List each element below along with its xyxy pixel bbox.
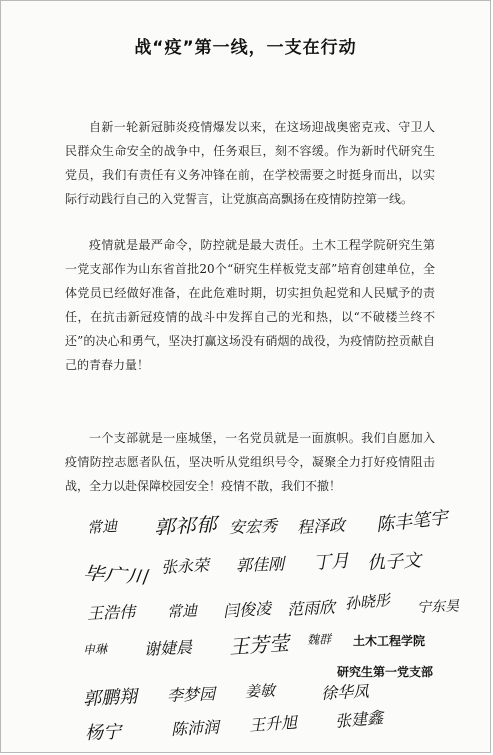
signature: 郭祁郁 [153, 513, 218, 539]
signature: 申琳 [82, 642, 108, 657]
signature: 杨宁 [84, 721, 122, 744]
signature: 张永荣 [160, 555, 210, 577]
signature: 姜敏 [244, 681, 276, 701]
paragraph-2: 疫情就是最严命令，防控就是最大责任。土木工程学院研究生第一党支部作为山东省首批20个“研究生样板党支部”培育创建单位，全体党员已经做好准备，在此危难时期，切实担负起党和人民赋予的责任，在抗击新冠疫情的战斗中发挥自己的光和热，以“不破楼兰终不还”的决心和勇气，坚决打赢这场没有硝烟的战役，为疫情防控贡献自己的青春力量！ [65, 238, 435, 372]
signature: 谢婕晨 [143, 637, 193, 659]
signature: 郭鹏翔 [82, 686, 138, 710]
paragraph-3: 一个支部就是一座城堡，一名党员就是一面旗帜。我们自愿加入疫情防控志愿者队伍，坚决听从党组织号令，凝聚全力打好疫情阻击战，全力以赴保障校园安全！疫情不散，我们不撤！ [65, 431, 435, 493]
signature: 安宏秀 [228, 516, 278, 537]
signature: 闫俊凌 [222, 598, 272, 621]
signature: 郭佳刚 [235, 554, 285, 575]
signature: 陈沛润 [170, 717, 220, 739]
document-title: 战“疫”第一线，一支在行动 [134, 38, 357, 58]
paragraph-1: 自新一轮新冠肺炎疫情爆发以来，在这场迎战奥密克戎、守卫人民群众生命安全的战争中，任务艰巨，刻不容缓。作为新时代研究生党员，我们有责任有义务冲锋在前，在学校需要之时挺身而出，以实际行动践行自己的入党誓言，让党旗高高飘扬在疫情防控第一线。 [65, 120, 435, 206]
signature: 丁月 [312, 550, 350, 574]
signature: 孙晓彤 [344, 591, 391, 613]
signature: 陈丰笔宇 [375, 507, 449, 536]
signature: 李梦园 [166, 684, 216, 705]
signature: 王升旭 [248, 712, 298, 735]
signature: 宁东昊 [416, 598, 460, 616]
party-branch-name: 研究生第一党支部 [337, 665, 434, 679]
signature: 毕广川 [82, 563, 149, 589]
organization-name: 土木工程学院 [353, 634, 426, 648]
signature: 王芳莹 [228, 630, 290, 659]
signature: 常迪 [86, 516, 118, 537]
signature: 徐华凤 [320, 681, 370, 703]
signature: 程泽政 [296, 515, 346, 537]
signature: 范雨欣 [286, 597, 336, 619]
signature: 魏群 [306, 632, 332, 647]
signature: 仇子文 [366, 550, 422, 574]
signature: 常迪 [166, 601, 198, 621]
signature: 张建鑫 [334, 707, 384, 731]
signature: 王浩伟 [86, 602, 136, 623]
